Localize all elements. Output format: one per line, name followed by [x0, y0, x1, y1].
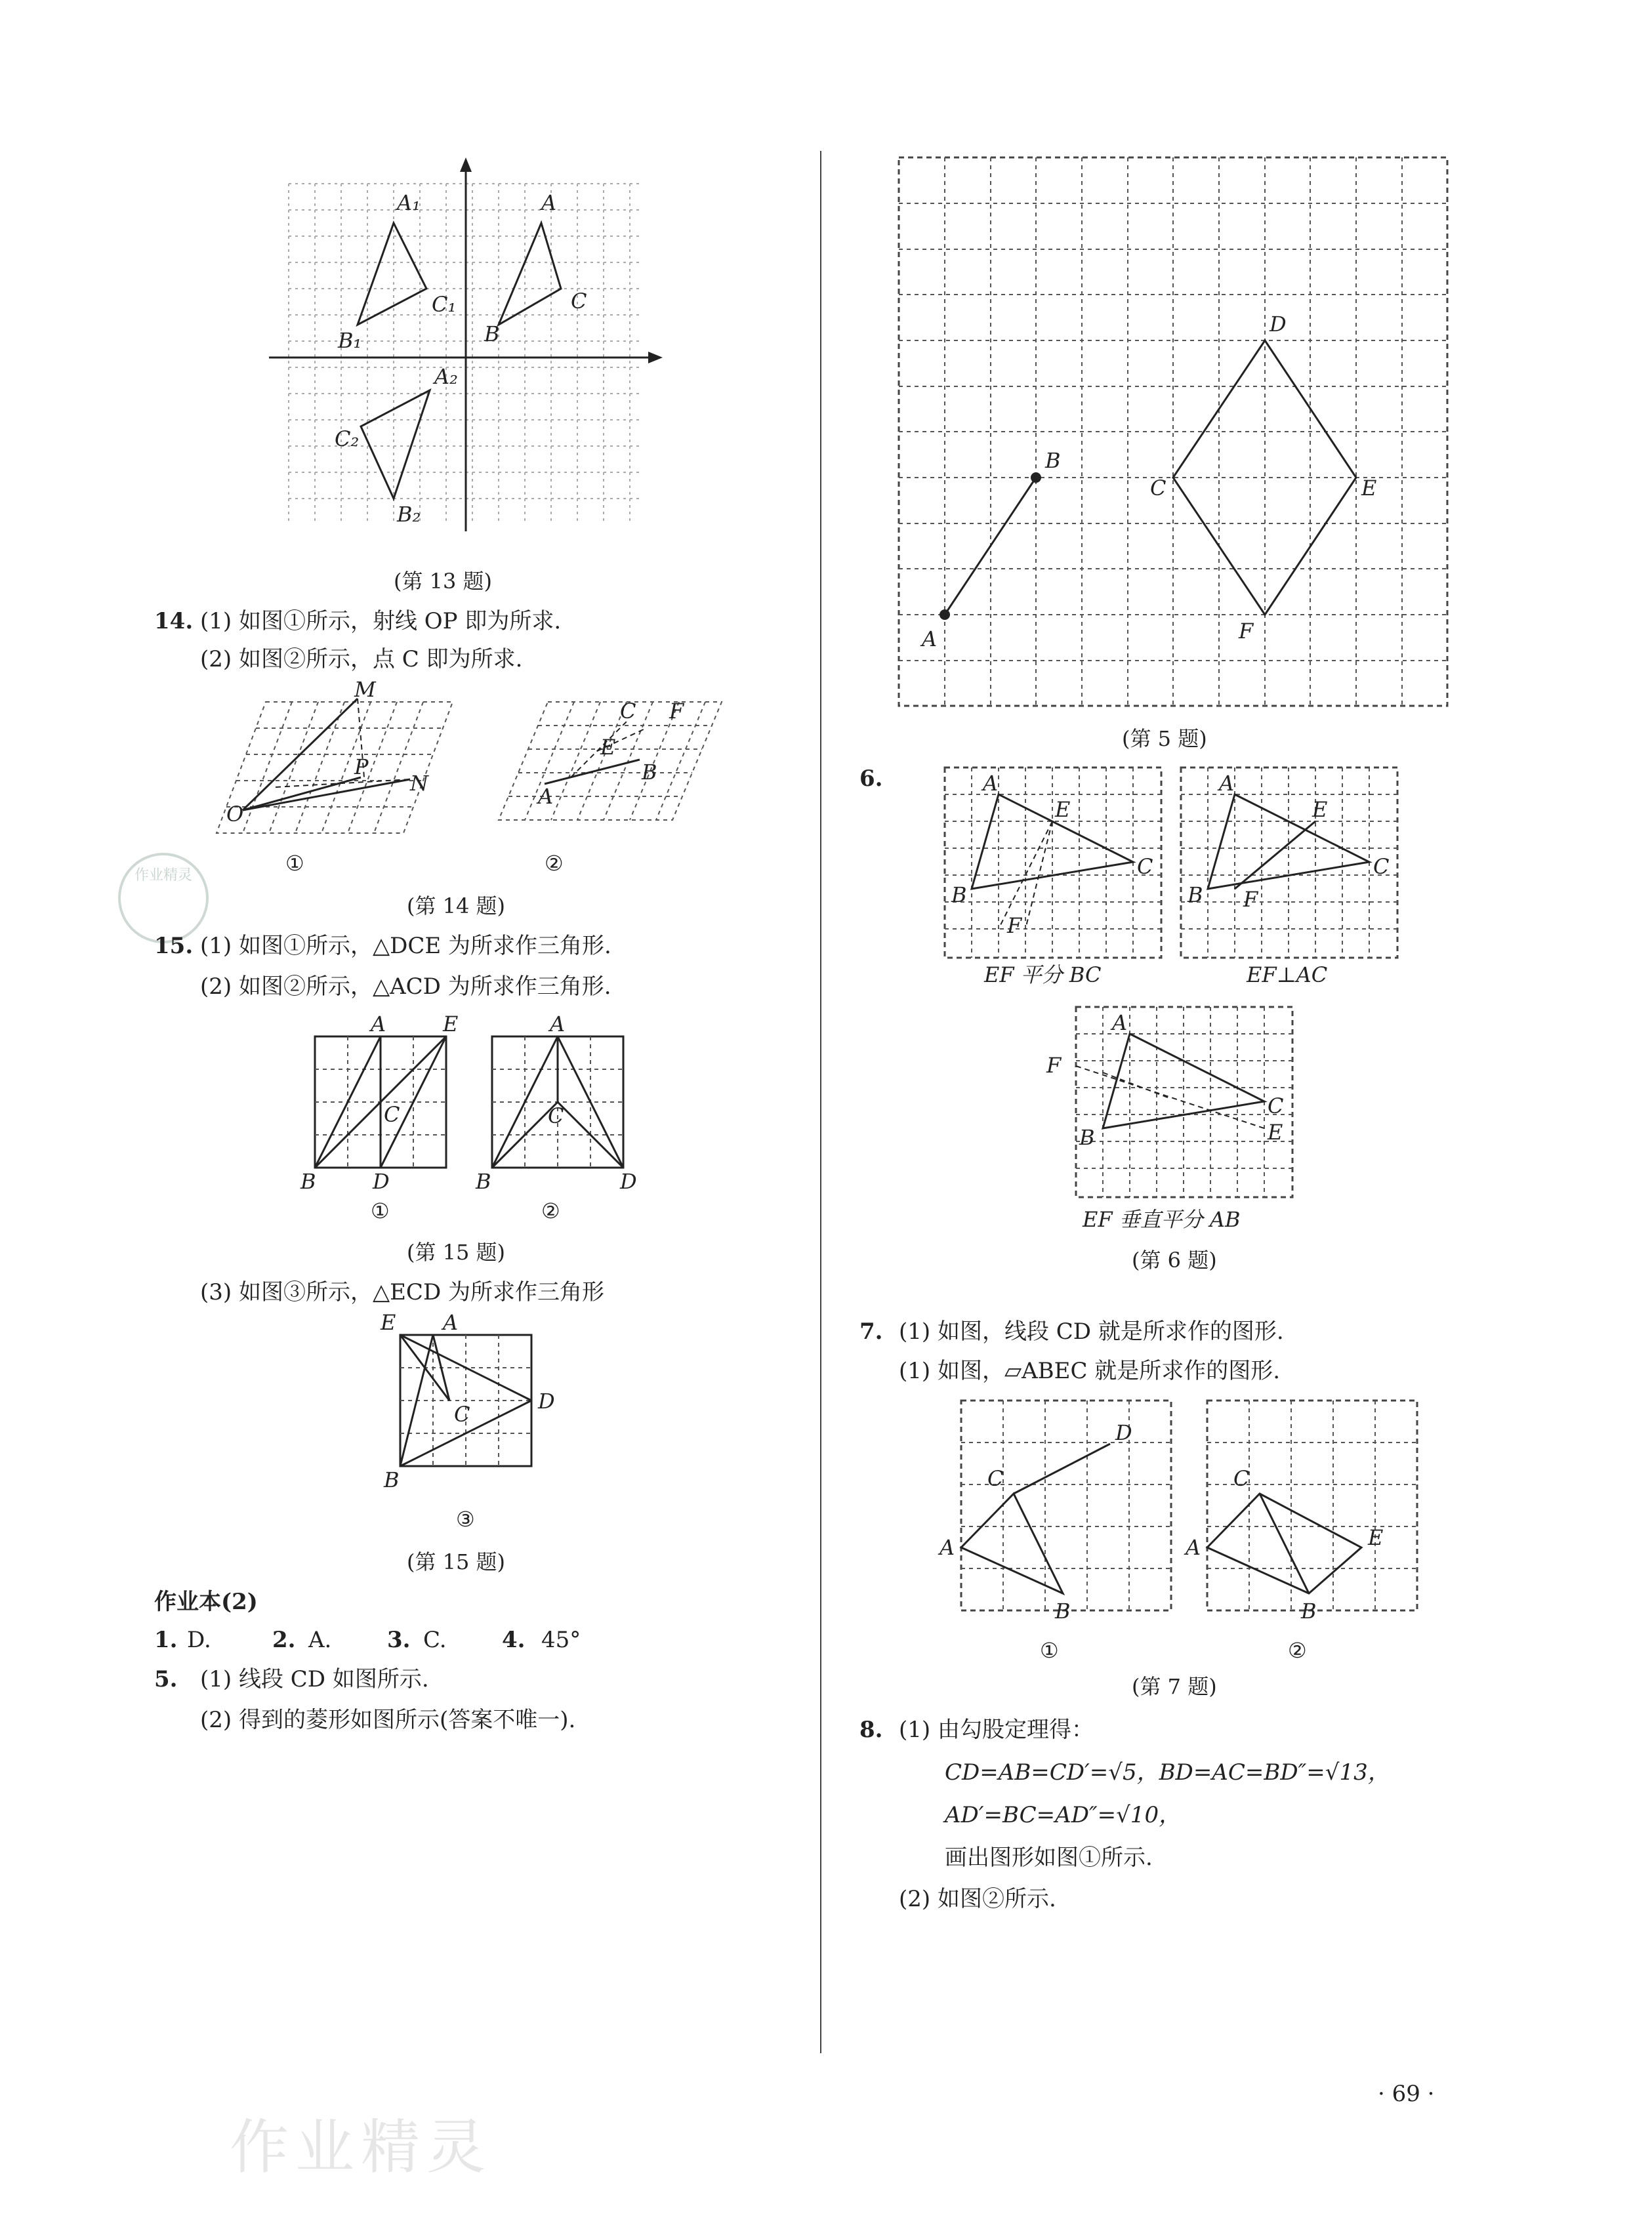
page-number: · 69 · [1378, 2081, 1435, 2107]
figure-q14-2 [499, 682, 741, 840]
q6-label1: EF 平分 BC [984, 962, 1102, 987]
q7-1-label-a: A [940, 1535, 955, 1560]
q7-fig1-label: ① [1040, 1638, 1059, 1663]
q15-1-label-b: B [300, 1169, 316, 1194]
q6-1-label-c: C [1137, 854, 1153, 879]
stamp [118, 853, 209, 943]
q7-number: 7. [859, 1319, 883, 1345]
q14-label-b: B [642, 760, 657, 785]
q15-1-label-e: E [443, 1012, 459, 1036]
q15-line1: (1) 如图①所示，△DCE 为所求作三角形. [200, 933, 611, 959]
q15-number: 15. [154, 933, 194, 959]
q7-1-label-c: C [987, 1466, 1004, 1491]
q6-3-label-a: A [1112, 1010, 1128, 1035]
q8-line3: AD′=BC=AD″=√10， [945, 1802, 1182, 1828]
watermark: 作业精灵 [230, 2113, 492, 2182]
stamp-text: 作业精灵 [134, 867, 192, 884]
q15-3-label-e: E [381, 1310, 396, 1335]
q14-fig2-label: ② [545, 851, 564, 876]
q7-caption: (第 7 题) [1132, 1674, 1217, 1699]
figure-q13 [262, 151, 669, 538]
q15-line3: (3) 如图③所示，△ECD 为所求作三角形 [200, 1279, 605, 1305]
q14-label-n: N [410, 771, 428, 796]
q8-number: 8. [859, 1717, 883, 1743]
q15-3-label-b: B [384, 1467, 400, 1492]
q6-label3: EF 垂直平分 AB [1083, 1207, 1241, 1232]
ans1-val: D. [187, 1627, 211, 1653]
q5-grid [899, 157, 1447, 706]
q15-caption: (第 15 题) [407, 1240, 506, 1265]
q6-3-label-e: E [1268, 1120, 1283, 1145]
figure-q5 [896, 154, 1453, 718]
q5-label-c: C [1150, 476, 1167, 501]
figure-q15-1 [302, 1010, 472, 1194]
q6-2-label-a: A [1219, 771, 1235, 796]
q5-line2: (2) 得到的菱形如图所示(答案不唯一). [200, 1707, 576, 1733]
q6-1-label-a: A [983, 771, 999, 796]
q6-1-label-b: B [951, 882, 967, 907]
ans3-val: C. [423, 1627, 447, 1653]
q5-label-f: F [1239, 619, 1254, 644]
figure-q6-1 [938, 761, 1161, 958]
q14-line1: (1) 如图①所示，射线 OP 即为所求. [200, 608, 562, 634]
q7-line1: (1) 如图，线段 CD 就是所求作的图形. [899, 1319, 1284, 1345]
q6-3-label-b: B [1079, 1125, 1095, 1150]
q6-2-label-f: F [1243, 887, 1258, 912]
q6-caption: (第 6 题) [1132, 1248, 1217, 1273]
q5-label-a: A [922, 626, 938, 651]
q13-label-a2: A₂ [434, 364, 458, 389]
ans1-num: 1. [154, 1627, 178, 1653]
q14-number: 14. [154, 608, 194, 634]
ans2-val: A. [308, 1627, 332, 1653]
q15-line2: (2) 如图②所示，△ACD 为所求作三角形. [200, 973, 611, 1000]
q14-label-o: O [226, 802, 244, 827]
q13-y-arrow [460, 157, 472, 172]
figure-q6-2 [1174, 761, 1397, 958]
q13-label-c2: C₂ [335, 426, 360, 451]
q13-label-b2: B₂ [397, 502, 421, 527]
figure-q14-1 [217, 677, 459, 840]
hw2-title: 作业本(2) [154, 1589, 258, 1615]
figure-q15-3 [381, 1309, 564, 1492]
ans3-num: 3. [387, 1627, 411, 1653]
q13-label-b1: B₁ [338, 328, 362, 353]
ans4-val: 45° [541, 1627, 581, 1653]
q6-2-label-e: E [1312, 797, 1328, 822]
q15-fig3-label: ③ [456, 1507, 475, 1532]
q6-1-label-e: E [1055, 797, 1071, 822]
ans2-num: 2. [272, 1627, 296, 1653]
q14-caption: (第 14 题) [407, 893, 506, 918]
q15-3-label-d: D [538, 1389, 555, 1414]
q8-line5: (2) 如图②所示. [899, 1886, 1056, 1912]
q6-3-label-c: C [1268, 1094, 1284, 1118]
q15-fig1-label: ① [371, 1198, 390, 1223]
q15-2-label-d: D [620, 1169, 637, 1194]
q15-fig2-label: ② [541, 1198, 560, 1223]
q15-2-label-b: B [476, 1169, 491, 1194]
q7-2-label-a: A [1186, 1535, 1201, 1560]
figure-q15-2 [472, 1010, 643, 1194]
q15-2-label-a: A [550, 1012, 566, 1036]
q7-1-label-b: B [1055, 1599, 1071, 1624]
q6-2-label-b: B [1187, 882, 1203, 907]
q13-label-a: A [541, 190, 557, 215]
q15-1-label-d: D [373, 1169, 390, 1194]
q7-1-label-d: D [1115, 1420, 1132, 1445]
q14-label-p: P [354, 754, 369, 779]
figure-q6-3 [1046, 1000, 1296, 1197]
q5-number: 5. [154, 1666, 178, 1692]
q7-line2: (1) 如图，▱ABEC 就是所求作的图形. [899, 1358, 1281, 1384]
q14-label-f: F [669, 699, 684, 724]
q7-2-label-c: C [1233, 1466, 1250, 1491]
q6-3-label-f: F [1046, 1053, 1062, 1078]
q8-line1: (1) 由勾股定理得： [899, 1717, 1094, 1743]
q13-label-b: B [484, 321, 500, 346]
q15-1-label-a: A [371, 1012, 386, 1036]
q6-1-label-f: F [1007, 913, 1022, 938]
q7-2-label-e: E [1368, 1525, 1384, 1550]
q13-label-c1: C₁ [432, 292, 457, 317]
q14-label-a: A [538, 784, 554, 809]
q13-caption: (第 13 题) [394, 569, 493, 594]
q7-2-label-b: B [1301, 1599, 1317, 1624]
q13-label-a1: A₁ [397, 190, 421, 215]
q6-2-label-c: C [1373, 854, 1390, 879]
figure-q7-1 [932, 1387, 1181, 1637]
q5-label-e: E [1361, 476, 1377, 501]
q14-fig1-label: ① [285, 851, 304, 876]
q8-line2: CD=AB=CD′=√5，BD=AC=BD″=√13， [945, 1759, 1390, 1786]
q13-label-c: C [571, 289, 587, 314]
q5-line1: (1) 线段 CD 如图所示. [200, 1666, 429, 1692]
q6-number: 6. [859, 766, 883, 792]
q5-label-b: B [1045, 448, 1061, 473]
q15-1-label-c: C [384, 1102, 400, 1127]
q15-3-label-a: A [443, 1310, 459, 1335]
hw2-answers [154, 1629, 613, 1655]
q13-x-arrow [648, 352, 663, 363]
q5-caption: (第 5 题) [1122, 726, 1207, 751]
q13-triangle-2 [361, 390, 430, 499]
q8-line4: 画出图形如图①所示. [945, 1845, 1153, 1871]
q5-label-d: D [1270, 312, 1287, 337]
ans4-num: 4. [502, 1627, 526, 1653]
q15-3-label-c: C [454, 1402, 470, 1427]
q14-label-e: E [600, 735, 616, 760]
q14-label-c: C [620, 699, 636, 724]
figure-q7-2 [1178, 1387, 1427, 1637]
q6-label2: EF⊥AC [1247, 962, 1328, 987]
column-divider [820, 151, 821, 2053]
q15-caption2: (第 15 题) [407, 1549, 506, 1574]
q7-fig2-label: ② [1288, 1638, 1307, 1663]
q14-line2: (2) 如图②所示，点 C 即为所求. [200, 646, 523, 672]
q14-label-m: M [354, 677, 376, 702]
q15-2-label-c: C [548, 1103, 564, 1128]
